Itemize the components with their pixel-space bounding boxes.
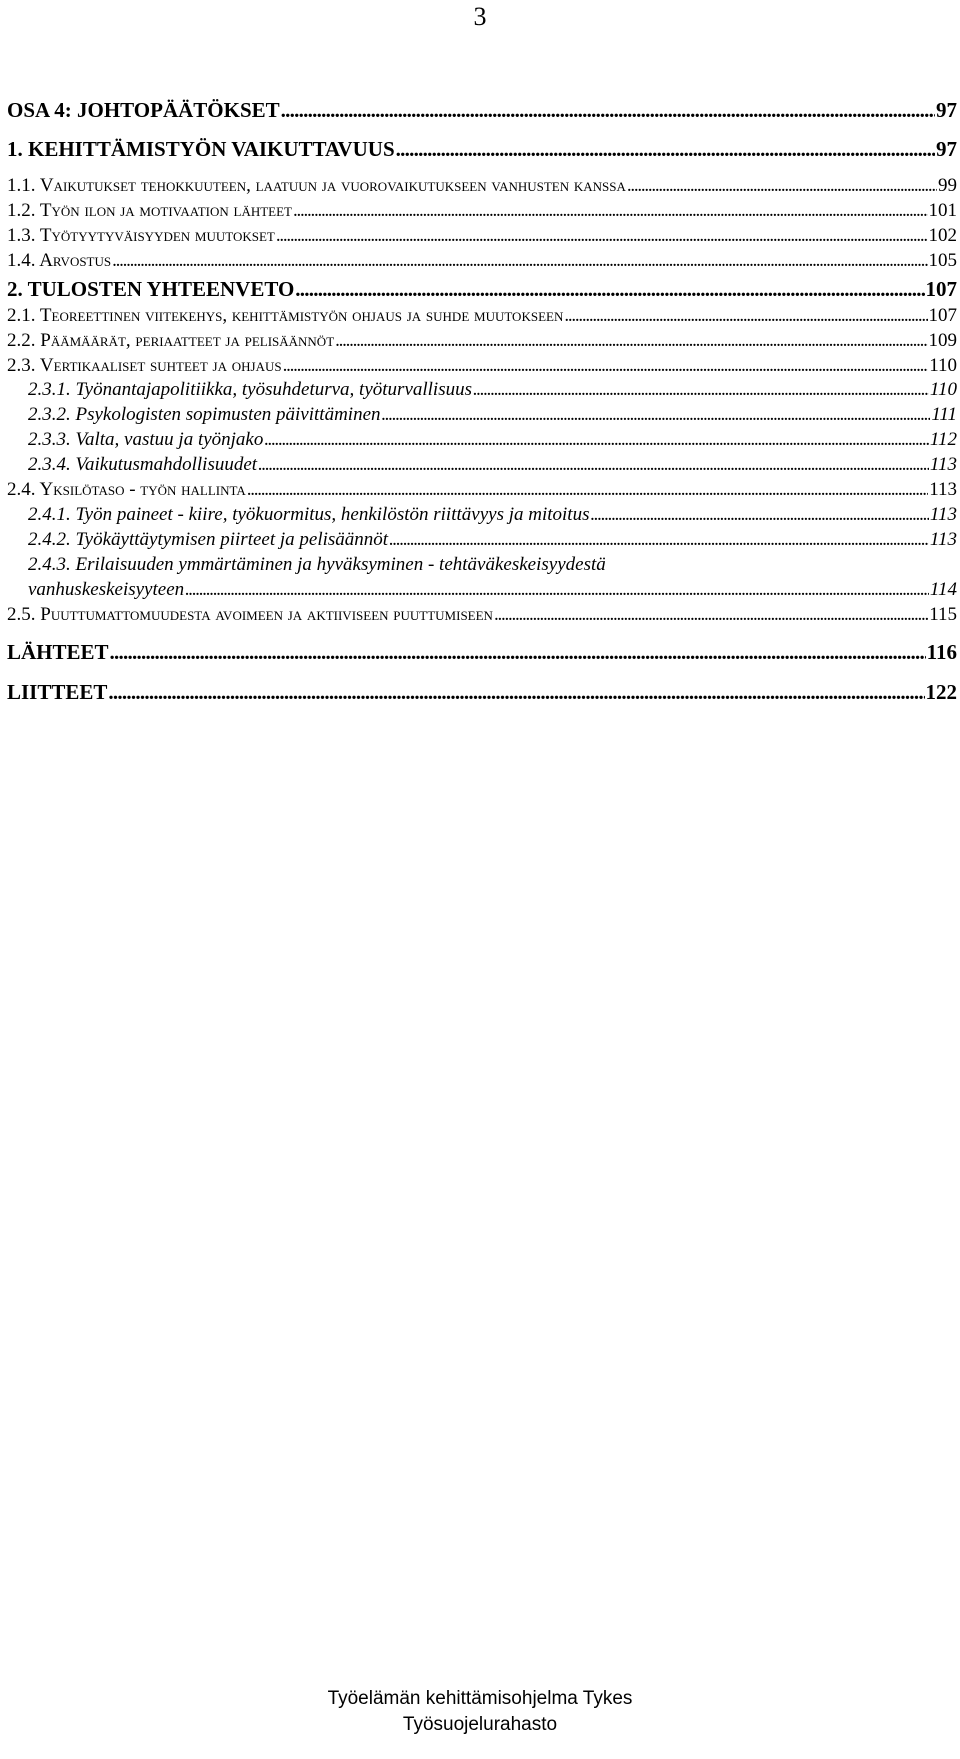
toc-entry-number: 1.2.: [7, 200, 36, 221]
dot-leader: [494, 605, 928, 624]
dot-leader: [295, 279, 924, 300]
dot-leader: [110, 642, 926, 663]
dot-leader: [627, 176, 937, 195]
toc-entry-label: 2.4.2. Työkäyttäytymisen piirteet ja pelisäännöt: [28, 529, 389, 550]
toc-entry-2-2[interactable]: [7, 331, 957, 350]
dot-leader: [283, 356, 929, 375]
toc-entry-page: 105: [928, 250, 957, 271]
dot-leader: [389, 530, 929, 549]
toc-entry-page: 113: [929, 454, 957, 475]
dot-leader: [112, 251, 927, 270]
dot-leader: [276, 226, 928, 245]
dot-leader: [108, 682, 924, 703]
toc-entry-page: 97: [936, 98, 957, 122]
toc-entry-2-3-1[interactable]: [28, 380, 957, 399]
toc-entry-title: Vaikutukset tehokkuuteen, laatuun ja vuorovaikutukseen vanhusten kanssa: [39, 175, 626, 196]
toc-entry-2-1[interactable]: [7, 306, 957, 325]
toc-entry-liitteet[interactable]: [7, 682, 957, 703]
toc-entry-page: 113: [929, 504, 957, 525]
dot-leader: [590, 505, 928, 524]
toc-entry-page: 110: [929, 355, 957, 376]
dot-leader: [281, 100, 935, 121]
toc-entry-1-2[interactable]: [7, 201, 957, 220]
toc-entry-label: [7, 306, 563, 325]
toc-entry-page: 102: [928, 225, 957, 246]
toc-entry-1-4[interactable]: [7, 251, 957, 270]
page-number: 3: [473, 2, 487, 31]
toc-entry-1[interactable]: [7, 139, 957, 160]
toc-entry-page: 101: [928, 200, 957, 221]
toc-entry-label: [7, 356, 282, 375]
toc-entry-2-4-2[interactable]: [28, 530, 957, 549]
toc-entry-label: 2.3.4. Vaikutusmahdollisuudet: [28, 454, 258, 475]
toc-entry-2-4-3-line1[interactable]: 2.4.3. Erilaisuuden ymmärtäminen ja hyväksyminen - tehtäväkeskeisyydestä: [28, 554, 606, 575]
toc-entry-label: LIITTEET: [7, 680, 108, 704]
toc-entry-label: 1. KEHITTÄMISTYÖN VAIKUTTAVUUS: [7, 137, 395, 161]
toc-entry-page: 97: [936, 137, 957, 161]
toc-entry-label: vanhuskeskeisyyteen: [28, 579, 185, 600]
dot-leader: [264, 430, 929, 449]
toc-entry-label: LÄHTEET: [7, 640, 109, 664]
toc-entry-label: [7, 201, 292, 220]
toc-entry-title: Teoreettinen viitekehys, kehittämistyön ohjaus ja suhde muutokseen: [39, 305, 564, 326]
toc-entry-number: 2.1.: [7, 305, 36, 326]
toc-entry-2-4-1[interactable]: [28, 505, 957, 524]
toc-entry-2-3[interactable]: [7, 356, 957, 375]
dot-leader: [185, 580, 929, 599]
dot-leader: [473, 380, 929, 399]
toc-entry-osa4[interactable]: [7, 100, 957, 121]
toc-entry-2[interactable]: [7, 279, 957, 300]
toc-entry-page: 107: [928, 305, 957, 326]
toc-entry-lahteet[interactable]: [7, 642, 957, 663]
dot-leader: [382, 405, 931, 424]
toc-entry-label: 2.4.1. Työn paineet - kiire, työkuormitus, henkilöstön riittävyys ja mitoitus: [28, 504, 590, 525]
dot-leader: [293, 201, 928, 220]
toc-entry-number: 2.5.: [7, 604, 36, 625]
footer-program: Työelämän kehittämisohjelma Tykes: [327, 1688, 633, 1709]
toc-entry-2-5[interactable]: [7, 605, 957, 624]
toc-entry-page: 113: [929, 479, 957, 500]
dot-leader: [335, 331, 927, 350]
toc-entry-page: 116: [926, 640, 957, 664]
toc-entry-title: Työn ilon ja motivaation lähteet: [39, 200, 292, 221]
toc-entry-page: 122: [925, 680, 957, 704]
dot-leader: [247, 480, 928, 499]
toc-entry-page: 107: [925, 277, 957, 301]
toc-entry-label: [7, 331, 334, 350]
toc-entry-page: 109: [928, 330, 957, 351]
toc-entry-number: 2.4.: [7, 479, 36, 500]
dot-leader: [258, 455, 929, 474]
toc-entry-page: 115: [929, 604, 957, 625]
dot-leader: [396, 139, 935, 160]
toc-entry-number: 1.1.: [7, 175, 36, 196]
toc-entry-title: Vertikaaliset suhteet ja ohjaus: [39, 355, 282, 376]
toc-entry-label: [7, 605, 493, 624]
toc-entry-page: 114: [929, 579, 957, 600]
toc-entry-2-3-2[interactable]: [28, 405, 957, 424]
toc-entry-label: 2. TULOSTEN YHTEENVETO: [7, 277, 295, 301]
toc-entry-label: OSA 4: JOHTOPÄÄTÖKSET: [7, 98, 280, 122]
toc-entry-number: 1.4.: [7, 250, 36, 271]
toc-entry-2-3-3[interactable]: [28, 430, 957, 449]
toc-entry-2-4-3[interactable]: [28, 580, 957, 599]
toc-entry-title: Päämäärät, periaatteet ja pelisäännöt: [40, 330, 335, 351]
footer-funder: Työsuojelurahasto: [402, 1714, 558, 1735]
toc-entry-label: 2.3.2. Psykologisten sopimusten päivittäminen: [28, 404, 381, 425]
toc-entry-2-4[interactable]: [7, 480, 957, 499]
toc-entry-label: [7, 226, 275, 245]
toc-entry-label: [7, 480, 246, 499]
toc-entry-2-3-4[interactable]: [28, 455, 957, 474]
toc-entry-1-1[interactable]: [7, 176, 957, 195]
toc-entry-title: Puuttumattomuudesta avoimeen ja aktiiviseen puuttumiseen: [40, 604, 493, 625]
toc-entry-page: 111: [931, 404, 957, 425]
toc-entry-title: Yksilötaso - työn hallinta: [39, 479, 246, 500]
toc-entry-1-3[interactable]: [7, 226, 957, 245]
toc-entry-label: 2.3.1. Työnantajapolitiikka, työsuhdeturva, työturvallisuus: [28, 379, 472, 400]
toc-entry-page: 113: [929, 529, 957, 550]
toc-entry-label: [7, 176, 626, 195]
toc-entry-page: 112: [929, 429, 957, 450]
toc-entry-number: 2.2.: [7, 330, 36, 351]
toc-entry-title: Arvostus: [39, 250, 112, 271]
toc-entry-page: 99: [938, 175, 957, 196]
toc-entry-label: 2.3.3. Valta, vastuu ja työnjako: [28, 429, 264, 450]
toc-entry-title: Työtyytyväisyyden muutokset: [39, 225, 275, 246]
toc-entry-label: [7, 251, 111, 270]
toc-entry-number: 1.3.: [7, 225, 36, 246]
toc-entry-number: 2.3.: [7, 355, 36, 376]
toc-entry-page: 110: [929, 379, 957, 400]
dot-leader: [564, 306, 927, 325]
